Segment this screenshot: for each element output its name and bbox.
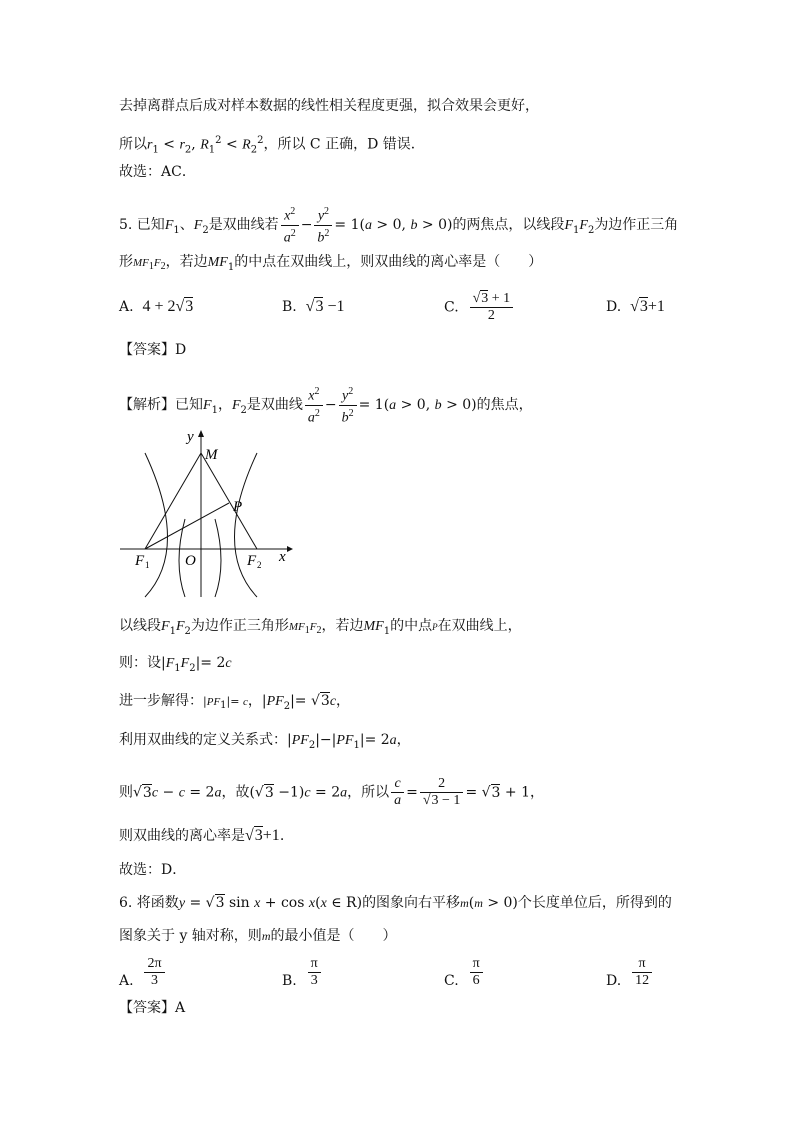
option-6-B[interactable]: B. $\frac{\pi}{3}$ [282,956,323,989]
solution-line-4: 利用双曲线的定义关系式：$|PF_2|-|PF_1|= 2a$， [119,732,411,751]
solution-line-2: 则：设$|F_1F_2|= 2c$ [119,655,232,674]
answer-5: 【答案】D [119,342,187,358]
solution-line-6: 则双曲线的离心率是√3+1. [119,827,285,844]
solution-line-1: 以线段$F_1F_2$为边作正三角形$MF_1F_2$，若边$MF_1$的中点P在双曲线上， [119,618,522,637]
solution-line-5: 则√3c − c = 2a，故(√3 −1)c = 2a，所以 $\frac{c}{a}$ = $\frac{2}{√3 - 1}$ = √3 + 1， [119,776,545,808]
option-6-C[interactable]: C. $\frac{\pi}{6}$ [444,956,485,989]
option-6-D[interactable]: D. $\frac{\pi}{12}$ [606,956,654,989]
answer-6: 【答案】A [119,1000,186,1016]
option-5-A[interactable]: A. 4 + 2√3 [119,298,194,315]
question-6-line-1: 6. 将函数y = √3 sin x + cos x(x ∈ R)的图象向右平移m(m > 0)个长度单位后，所得到的 [119,895,672,911]
option-5-C[interactable]: C. $\frac{√3 + 1}{2}$ [444,291,515,324]
option-6-A[interactable]: A. $\frac{2\pi}{3}$ [119,956,167,989]
solution-line-3: 进一步解得：$|PF_1|= c$，$|PF_2|= √3c$， [119,693,351,712]
text-line-3: 故选：AC． [119,164,196,180]
option-5-D[interactable]: D. √3+1 [606,298,665,315]
label-y: y [187,429,194,445]
question-6-line-2: 图象关于 y 轴对称，则m的最小值是（ ） [119,928,397,944]
label-O: O [185,553,196,569]
svg-text:2: 2 [257,560,262,570]
svg-text:1: 1 [145,560,150,570]
label-F1: F [135,553,145,569]
label-P: P [233,499,243,515]
label-x: x [279,549,286,565]
text-line-2: 所以$r_1 < r_2$, $R_1^2 < R_2^2$，所以 C 正确，D 错误． [119,135,425,156]
question-5-line-2: 形$MF_1F_2$，若边$MF_1$的中点在双曲线上，则双曲线的离心率是（ ） [119,254,543,273]
solution-line-7: 故选：D． [119,862,187,878]
analysis-5: 【解析】已知$F_1$，$F_2$是双曲线 $\frac{x^2}{a^2}$ − $\frac{y^2}{b^2}$ = 1(a > 0, b > 0)的焦点， [119,386,533,426]
option-5-B[interactable]: B. √3 −1 [282,298,345,315]
label-M: M [205,447,218,463]
text-line-1: 去掉离群点后成对样本数据的线性相关程度更强，拟合效果会更好， [119,98,539,114]
hyperbola-inner-arcs [115,425,295,600]
label-F2: F [247,553,257,569]
question-5-line-1: 5. 已知$F_1$、$F_2$是双曲线若 $\frac{x^2}{a^2}$ − $\frac{y^2}{b^2}$ = 1(a > 0, b > 0)的两焦点，以线段$F_1F_2$为边作正三角 [119,206,679,246]
